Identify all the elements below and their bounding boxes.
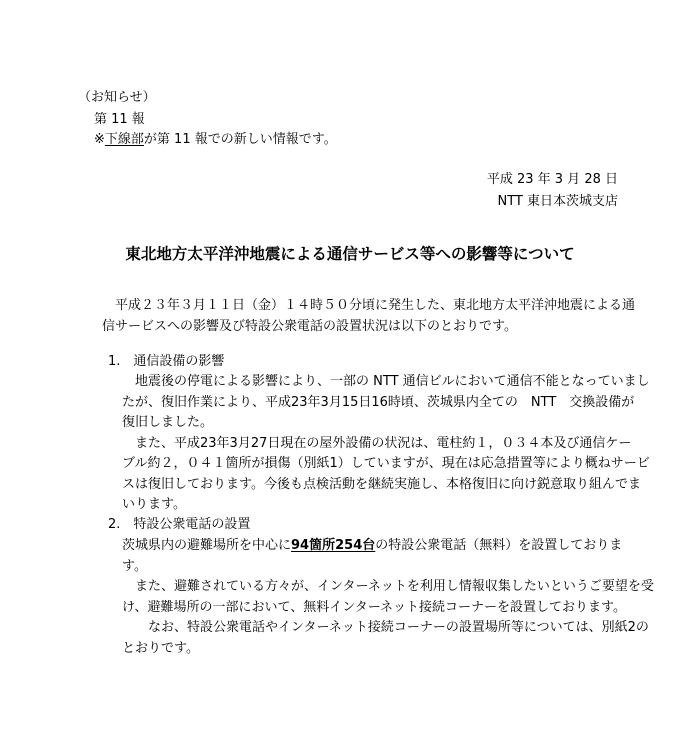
section2-line [122, 536, 622, 557]
section2-line: とおりです。 [122, 640, 199, 656]
document-title: 東北地方太平洋沖地震による通信サービス等への影響等について [125, 245, 575, 263]
section1-line: いります。 [122, 497, 186, 512]
document-date: 平成 23 年 3 月 28 日 [486, 172, 618, 187]
section1-line: ブル約２，０４１箇所が損傷（別紙1）していますが、現在は応急措置等により概ねサービ [122, 456, 650, 471]
section1-body [122, 372, 650, 516]
issue-number: 第 11 報 [94, 112, 145, 127]
issuer-name: NTT 東日本茨城支店 [497, 194, 618, 209]
section2-body [122, 536, 654, 659]
section2-line1-post: の特設公衆電話（無料）を設置しておりま [375, 538, 623, 553]
intro-line: 平成２３年３月１１日（金）１４時５０分頃に発生した、東北地方太平洋沖地震による通 [115, 298, 636, 313]
section2-line: なお、特設公衆電話やインターネット接続コーナーの設置場所等については、別紙2の [148, 620, 649, 635]
phone-count-highlight: 94箇所254台 [291, 538, 376, 553]
notice-label: （お知らせ） [78, 90, 156, 105]
section2-heading: 2. 特設公衆電話の設置 [108, 517, 251, 532]
note-suffix: が第 11 報での新しい情報です。 [143, 132, 337, 147]
section1-line: 復旧しました。 [122, 415, 214, 430]
section1-line: たが、復旧作業により、平成23年3月15日16時頃、茨城県内全ての NTT 交換設備が [122, 394, 635, 410]
note-prefix: ※ [94, 132, 105, 147]
section2-line: また、避難されている方々が、インターネットを利用し情報収集したいというご要望を受 [135, 579, 654, 594]
note-underlined: 下線部 [104, 132, 144, 147]
section1-line: 地震後の停電による影響により、一部の NTT 通信ビルにおいて通信不能となっていまし [135, 374, 650, 389]
section2-line1-pre: 茨城県内の避難場所を中心に [122, 538, 292, 553]
section1-line: スは復旧しております。今後も点検活動を継続実施し、本格復旧に向け鋭意取り組んでま [122, 476, 641, 492]
section2-line: す。 [122, 558, 147, 574]
intro-paragraph [102, 296, 636, 337]
intro-line: 信サービスへの影響及び特設公衆電話の設置状況は以下のとおりです。 [102, 318, 517, 334]
section1-heading: 1. 通信設備の影響 [108, 354, 225, 369]
update-note [94, 130, 337, 150]
section1-line: また、平成23年3月27日現在の屋外設備の状況は、電柱約１，０３４本及び通信ケー [135, 435, 632, 451]
section2-line: け、避難場所の一部において、無料インターネット接続コーナーを設置しております。 [122, 599, 627, 615]
